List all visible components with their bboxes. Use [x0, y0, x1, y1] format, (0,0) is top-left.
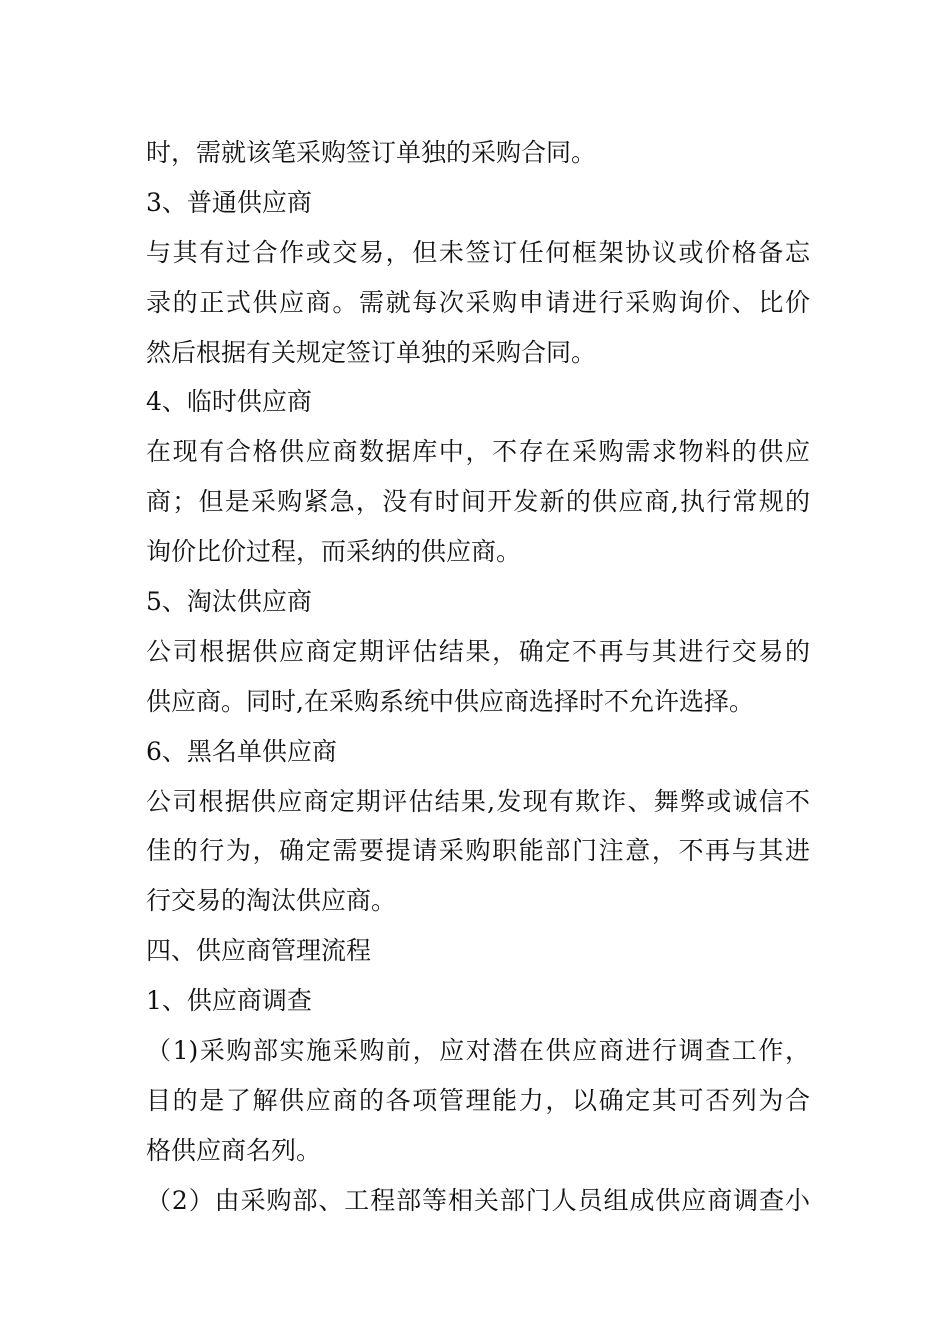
paragraph-line: 供应商。同时,在采购系统中供应商选择时不允许选择。	[146, 686, 754, 716]
section-heading: 6、黑名单供应商	[146, 736, 337, 766]
paragraph-line: 行交易的淘汰供应商。	[146, 886, 397, 916]
paragraph-line: 格供应商名列。	[146, 1135, 322, 1165]
section-heading: 4、临时供应商	[146, 387, 312, 417]
paragraph-line: 佳的行为，确定需要提请采购职能部门注意，不再与其进	[146, 836, 810, 866]
paragraph-line: 然后根据有关规定签订单独的采购合同。	[146, 337, 597, 367]
section-heading: 5、淘汰供应商	[146, 587, 312, 617]
paragraph-line: 公司根据供应商定期评估结果，确定不再与其进行交易的	[146, 636, 810, 666]
section-heading: 3、普通供应商	[146, 187, 312, 217]
paragraph-line: 商；但是采购紧急，没有时间开发新的供应商,执行常规的	[146, 487, 810, 517]
section-heading: 1、供应商调查	[146, 986, 312, 1016]
paragraph-line: 询价比价过程，而采纳的供应商。	[146, 537, 522, 567]
paragraph-line: （1)采购部实施采购前，应对潜在供应商进行调查工作，	[146, 1036, 810, 1066]
paragraph-line: 录的正式供应商。需就每次采购申请进行采购询价、比价	[146, 287, 810, 317]
paragraph-line: （2）由采购部、工程部等相关部门人员组成供应商调查小	[146, 1185, 810, 1215]
paragraph-line: 目的是了解供应商的各项管理能力，以确定其可否列为合	[146, 1085, 810, 1115]
paragraph-line: 与其有过合作或交易，但未签订任何框架协议或价格备忘	[146, 237, 810, 267]
paragraph-line: 在现有合格供应商数据库中，不存在采购需求物料的供应	[146, 437, 810, 467]
document-body	[146, 128, 810, 1226]
paragraph-line: 时，需就该笔采购签订单独的采购合同。	[146, 138, 597, 167]
paragraph-line: 公司根据供应商定期评估结果,发现有欺诈、舞弊或诚信不	[146, 786, 810, 816]
chapter-heading: 四、供应商管理流程	[146, 936, 372, 966]
